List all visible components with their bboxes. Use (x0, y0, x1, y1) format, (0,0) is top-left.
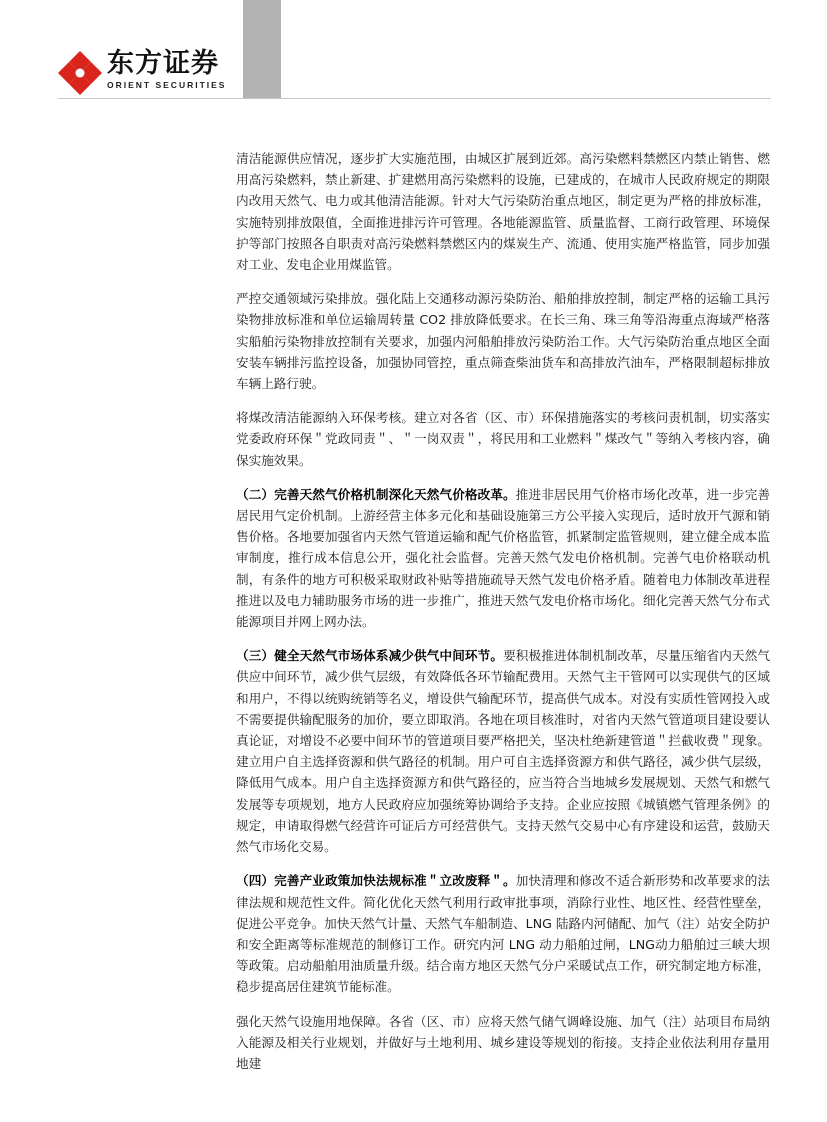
paragraph-text: 要积极推进体制机制改革，尽量压缩省内天然气供应中间环节，减少供气层级，有效降低各环节输配费用。天然气主干管网可以实现供气的区域和用户，不得以统购统销等名义，增设供气输配环节，提高供气成本。对没有实质性管网投入或不需要提供输配服务的加价，要立即取消。各地在项目核准时，对省内天然气管道项目建设要认真论证，对增设不必要中间环节的管道项目要严格把关，坚决杜绝新建管道＂拦截收费＂现象。建立用户自主选择资源和供气路径的机制。用户可自主选择资源方和供气路径，减少供气层级，降低用气成本。用户自主选择资源方和供气路径的，应当符合当地城乡发展规划、天然气和燃气发展等专项规划，地方人民政府应加强统筹协调给予支持。企业应按照《城镇燃气管理条例》的规定，申请取得燃气经营许可证后方可经营供气。支持天然气交易中心有序建设和运营，鼓励天然气市场化交易。 (236, 648, 771, 855)
paragraph-heading: （二）完善天然气价格机制深化天然气价格改革。 (236, 486, 516, 502)
document-body (236, 148, 770, 1087)
company-logo (57, 50, 227, 98)
logo-english-name: ORIENT SECURITIES (107, 80, 227, 90)
paragraph (236, 288, 770, 394)
paragraph (236, 484, 770, 632)
header-gray-tab (243, 0, 281, 98)
paragraph-text: 加快清理和修改不适合新形势和改革要求的法律法规和规范性文件。简化优化天然气利用行政审批事项，消除行业性、地区性、经营性壁垒，促进公平竞争。加快天然气计量、天然气车船制造、LNG 陆路内河储配、加气（注）站安全防护和安全距离等标准规范的制修订工作。研究内河 LNG 动力船舶过闸，LNG动力船舶过三峡大坝等政策。启动船舶用油质量升级。结合南方地区天然气分户采暖试点工作，研究制定地方标准，稳步提高居住建筑节能标准。 (236, 873, 771, 995)
paragraph-heading: （四）完善产业政策加快法规标准＂立改废释＂。 (236, 873, 516, 889)
paragraph (236, 1011, 770, 1075)
paragraph (236, 148, 770, 275)
logo-chinese-name: 东方证券 (107, 48, 219, 79)
paragraph (236, 870, 770, 997)
paragraph-text: 严控交通领域污染排放。强化陆上交通移动源污染防治、船舶排放控制，制定严格的运输工具污染物排放标准和单位运输周转量 CO2 排放降低要求。在长三角、珠三角等沿海重点海域严格落实船舶污染物排放控制有关要求，加强内河船舶排放污染防治工作。大气污染防治重点地区全面安装车辆排污监控设备，加强协同管控，重点筛查柴油货车和高排放汽油车，严格限制超标排放车辆上路行驶。 (236, 291, 770, 392)
paragraph-text: 清洁能源供应情况，逐步扩大实施范围，由城区扩展到近郊。高污染燃料禁燃区内禁止销售、燃用高污染燃料，禁止新建、扩建燃用高污染燃料的设施，已建成的，在城市人民政府规定的期限内改用天然气、电力或其他清洁能源。针对大气污染防治重点地区，制定更为严格的排放标准，实施特别排放限值，全面推进排污许可管理。各地能源监管、质量监督、工商行政管理、环境保护等部门按照各自职责对高污染燃料禁燃区内的煤炭生产、流通、使用实施严格监管，同步加强对工业、发电企业用煤监管。 (236, 151, 770, 273)
logo-mark-icon (57, 50, 103, 96)
paragraph-heading: （三）健全天然气市场体系减少供气中间环节。 (236, 648, 504, 664)
paragraph (236, 407, 770, 471)
paragraph-text: 推进非居民用气价格市场化改革，进一步完善居民用气定价机制。上游经营主体多元化和基础设施第三方公平接入实现后，适时放开气源和销售价格。各地要加强省内天然气管道运输和配气价格监管，抓紧制定监管规则，建立健全成本监审制度，推行成本信息公开，强化社会监督。完善天然气发电价格机制。完善气电价格联动机制，有条件的地方可积极采取财政补贴等措施疏导天然气发电价格矛盾。随着电力体制改革进程推进以及电力辅助服务市场的进一步推广，推进天然气发电价格市场化。细化完善天然气分布式能源项目并网上网办法。 (236, 486, 771, 630)
paragraph (236, 645, 770, 857)
paragraph-text: 强化天然气设施用地保障。各省（区、市）应将天然气储气调峰设施、加气（注）站项目布局纳入能源及相关行业规划，并做好与土地利用、城乡建设等规划的衔接。支持企业依法利用存量用地建 (236, 1013, 770, 1071)
paragraph-text: 将煤改清洁能源纳入环保考核。建立对各省（区、市）环保措施落实的考核问责机制，切实落实党委政府环保＂党政同责＂、＂一岗双责＂，将民用和工业燃料＂煤改气＂等纳入考核内容，确保实施效果。 (236, 410, 770, 468)
header-divider (58, 98, 771, 99)
